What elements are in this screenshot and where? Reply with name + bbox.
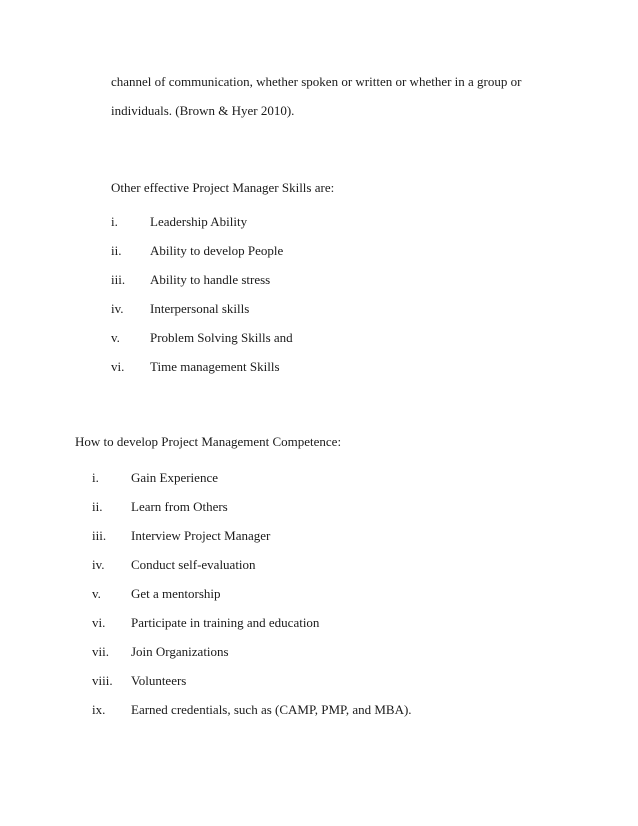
skills-item-number: vi. xyxy=(111,359,125,374)
competence-item-number: iv. xyxy=(92,557,105,572)
competence-item-text: Volunteers xyxy=(131,673,187,688)
competence-item-text: Gain Experience xyxy=(131,470,218,485)
competence-item-number: vi. xyxy=(92,615,106,630)
skills-item-text: Time management Skills xyxy=(150,359,280,374)
skills-item-text: Leadership Ability xyxy=(150,214,248,229)
competence-item-text: Earned credentials, such as (CAMP, PMP, and MBA). xyxy=(131,702,412,717)
competence-item-text: Interview Project Manager xyxy=(131,528,271,543)
skills-item-number: ii. xyxy=(111,243,122,258)
competence-item-number: iii. xyxy=(92,528,107,543)
paragraph-line-1: channel of communication, whether spoken or written or whether in a group or xyxy=(111,74,522,89)
competence-item-number: vii. xyxy=(92,644,109,659)
skills-item-text: Ability to handle stress xyxy=(150,272,271,287)
skills-item-text: Interpersonal skills xyxy=(150,301,250,316)
competence-item-number: viii. xyxy=(92,673,113,688)
skills-item-text: Problem Solving Skills and xyxy=(150,330,293,345)
skills-item-number: iii. xyxy=(111,272,126,287)
competence-item-number: ii. xyxy=(92,499,103,514)
competence-item-text: Conduct self-evaluation xyxy=(131,557,256,572)
competence-item-number: i. xyxy=(92,470,99,485)
skills-heading: Other effective Project Manager Skills are: xyxy=(111,180,335,195)
paragraph-line-2: individuals. (Brown & Hyer 2010). xyxy=(111,103,295,118)
skills-item-number: v. xyxy=(111,330,120,345)
competence-item-number: v. xyxy=(92,586,101,601)
competence-item-text: Participate in training and education xyxy=(131,615,320,630)
competence-heading: How to develop Project Management Competence: xyxy=(75,434,342,449)
skills-item-number: iv. xyxy=(111,301,124,316)
skills-item-number: i. xyxy=(111,214,118,229)
competence-item-number: ix. xyxy=(92,702,106,717)
competence-item-text: Learn from Others xyxy=(131,499,228,514)
competence-item-text: Get a mentorship xyxy=(131,586,221,601)
competence-item-text: Join Organizations xyxy=(131,644,229,659)
skills-item-text: Ability to develop People xyxy=(150,243,284,258)
